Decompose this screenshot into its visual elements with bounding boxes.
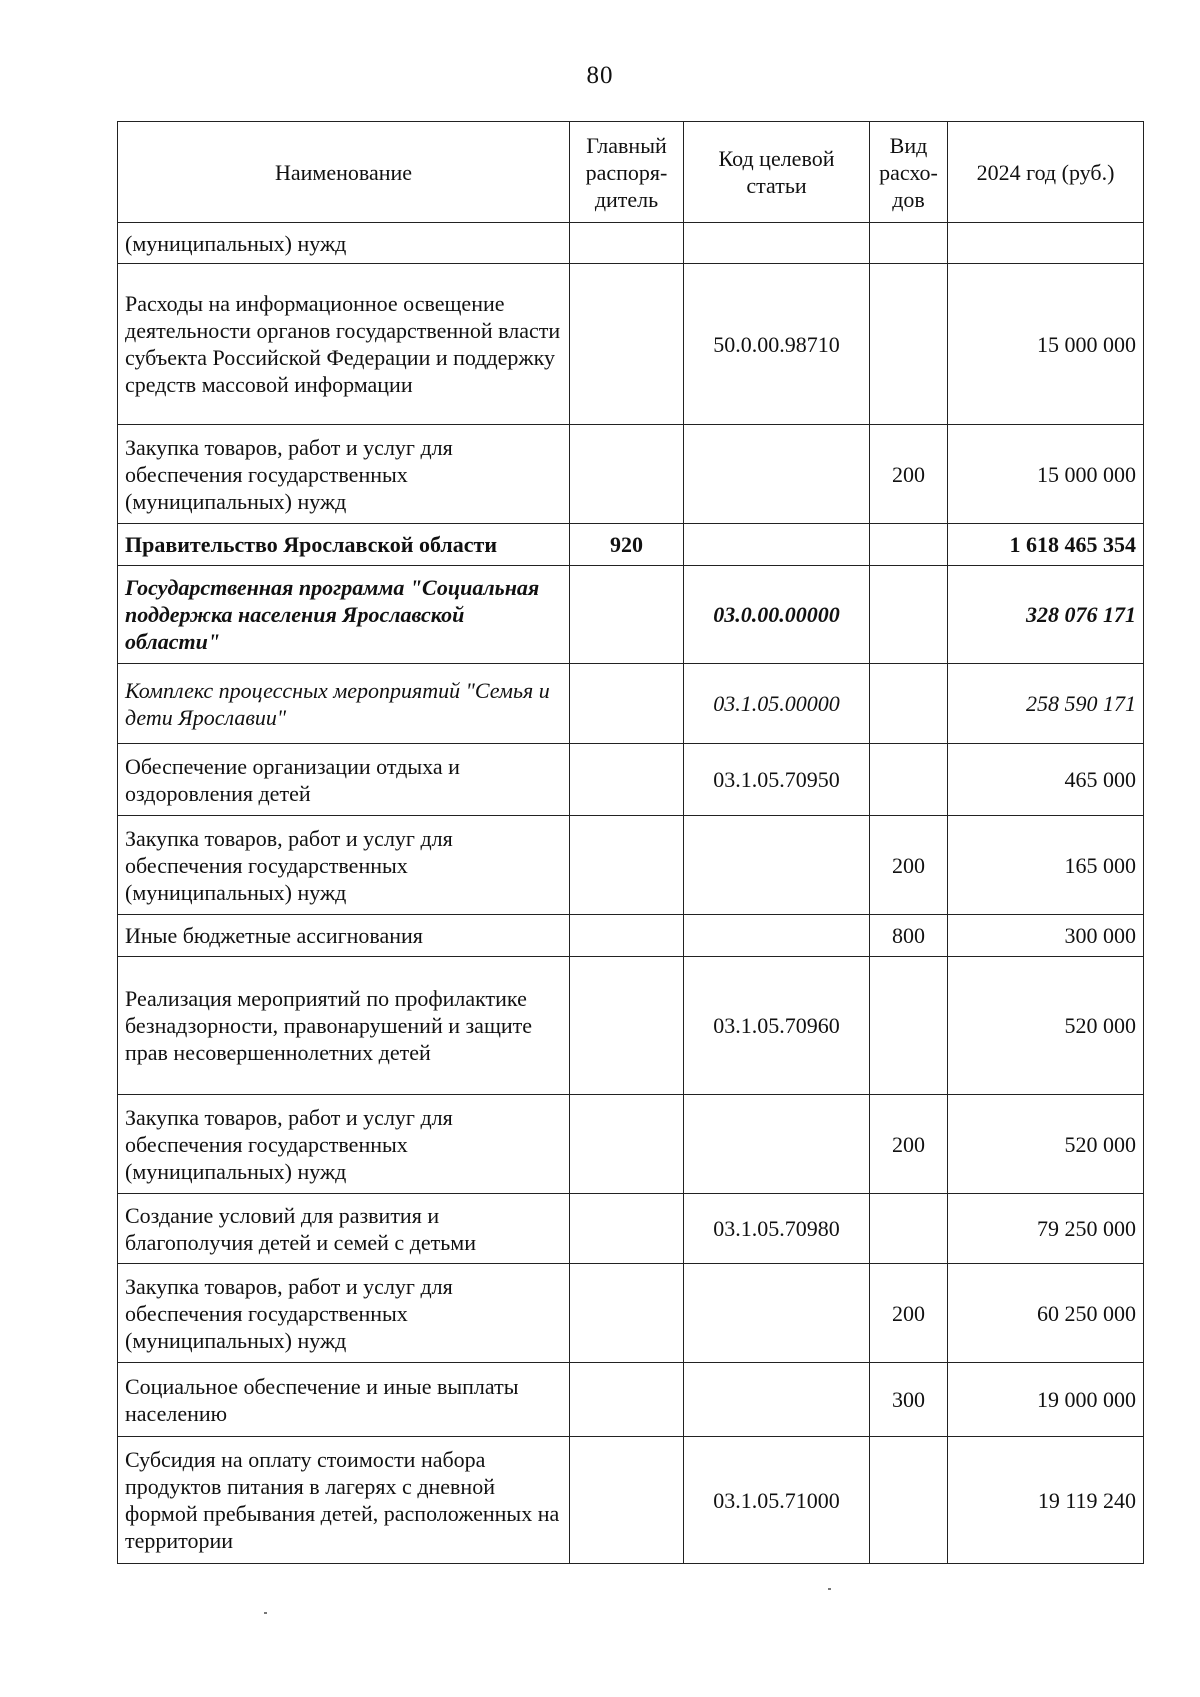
cell-name: Социальное обеспечение и иные выплаты населению	[118, 1363, 570, 1437]
cell-vid	[870, 223, 948, 264]
table-row	[118, 264, 1144, 425]
table-row	[118, 744, 1144, 816]
cell-code: 03.1.05.71000	[684, 1437, 870, 1564]
table-row	[118, 1437, 1144, 1564]
cell-vid	[870, 1437, 948, 1564]
cell-vid	[870, 744, 948, 816]
header-vid: Вид расхо-дов	[870, 122, 948, 223]
cell-vid	[870, 524, 948, 566]
cell-grbs	[570, 816, 684, 915]
cell-name: Субсидия на оплату стоимости набора продуктов питания в лагерях с дневной формой пребывания детей, расположенных на территории	[118, 1437, 570, 1564]
cell-code	[684, 223, 870, 264]
page-number: 80	[586, 62, 614, 89]
cell-grbs: 920	[570, 524, 684, 566]
cell-grbs	[570, 1194, 684, 1264]
cell-code	[684, 1363, 870, 1437]
table-row	[118, 1095, 1144, 1194]
cell-grbs	[570, 566, 684, 664]
cell-sum: 520 000	[948, 957, 1144, 1095]
cell-name: Государственная программа "Социальная поддержка населения Ярославской области"	[118, 566, 570, 664]
cell-sum: 15 000 000	[948, 425, 1144, 524]
cell-name: Обеспечение организации отдыха и оздоровления детей	[118, 744, 570, 816]
cell-sum: 300 000	[948, 915, 1144, 957]
cell-code	[684, 425, 870, 524]
cell-code: 03.1.05.70980	[684, 1194, 870, 1264]
cell-vid: 200	[870, 1095, 948, 1194]
cell-vid	[870, 664, 948, 744]
table-row	[118, 524, 1144, 566]
cell-sum: 1 618 465 354	[948, 524, 1144, 566]
cell-sum: 328 076 171	[948, 566, 1144, 664]
cell-code: 03.0.00.00000	[684, 566, 870, 664]
cell-sum	[948, 223, 1144, 264]
cell-vid: 200	[870, 1264, 948, 1363]
cell-sum: 19 000 000	[948, 1363, 1144, 1437]
table-row	[118, 915, 1144, 957]
cell-sum: 465 000	[948, 744, 1144, 816]
cell-sum: 60 250 000	[948, 1264, 1144, 1363]
cell-code	[684, 915, 870, 957]
cell-code: 03.1.05.70950	[684, 744, 870, 816]
cell-sum: 258 590 171	[948, 664, 1144, 744]
cell-name: Создание условий для развития и благополучия детей и семей с детьми	[118, 1194, 570, 1264]
cell-code	[684, 816, 870, 915]
cell-grbs	[570, 1437, 684, 1564]
cell-code: 03.1.05.00000	[684, 664, 870, 744]
cell-sum: 19 119 240	[948, 1437, 1144, 1564]
cell-grbs	[570, 1363, 684, 1437]
header-name: Наименование	[118, 122, 570, 223]
header-code: Код целевой статьи	[684, 122, 870, 223]
cell-name: (муниципальных) нужд	[118, 223, 570, 264]
cell-code	[684, 1264, 870, 1363]
cell-vid	[870, 1194, 948, 1264]
scan-speck	[264, 1612, 267, 1614]
cell-grbs	[570, 1095, 684, 1194]
cell-vid: 300	[870, 1363, 948, 1437]
cell-vid	[870, 957, 948, 1095]
table-row	[118, 816, 1144, 915]
cell-code: 50.0.00.98710	[684, 264, 870, 425]
table-row	[118, 664, 1144, 744]
table-row	[118, 566, 1144, 664]
table-header-row	[118, 122, 1144, 223]
header-sum: 2024 год (руб.)	[948, 122, 1144, 223]
budget-table	[117, 121, 1144, 1564]
cell-name: Закупка товаров, работ и услуг для обеспечения государственных (муниципальных) нужд	[118, 425, 570, 524]
cell-vid: 800	[870, 915, 948, 957]
table-row	[118, 1264, 1144, 1363]
cell-grbs	[570, 1264, 684, 1363]
cell-vid: 200	[870, 816, 948, 915]
cell-grbs	[570, 744, 684, 816]
table-row	[118, 957, 1144, 1095]
cell-name: Реализация мероприятий по профилактике безнадзорности, правонарушений и защите прав несовершеннолетних детей	[118, 957, 570, 1095]
cell-sum: 79 250 000	[948, 1194, 1144, 1264]
cell-code: 03.1.05.70960	[684, 957, 870, 1095]
cell-vid	[870, 264, 948, 425]
scan-speck	[828, 1588, 831, 1590]
table-body	[118, 223, 1144, 1564]
cell-grbs	[570, 915, 684, 957]
cell-sum: 165 000	[948, 816, 1144, 915]
cell-name: Иные бюджетные ассигнования	[118, 915, 570, 957]
cell-name: Закупка товаров, работ и услуг для обеспечения государственных (муниципальных) нужд	[118, 1095, 570, 1194]
cell-code	[684, 1095, 870, 1194]
table-row	[118, 1363, 1144, 1437]
cell-grbs	[570, 223, 684, 264]
cell-name: Комплекс процессных мероприятий "Семья и дети Ярославии"	[118, 664, 570, 744]
cell-grbs	[570, 264, 684, 425]
cell-sum: 15 000 000	[948, 264, 1144, 425]
cell-sum: 520 000	[948, 1095, 1144, 1194]
table-row	[118, 223, 1144, 264]
cell-vid	[870, 566, 948, 664]
cell-name: Правительство Ярославской области	[118, 524, 570, 566]
cell-name: Закупка товаров, работ и услуг для обеспечения государственных (муниципальных) нужд	[118, 1264, 570, 1363]
cell-code	[684, 524, 870, 566]
cell-name: Закупка товаров, работ и услуг для обеспечения государственных (муниципальных) нужд	[118, 816, 570, 915]
cell-grbs	[570, 957, 684, 1095]
cell-name: Расходы на информационное освещение деятельности органов государственной власти субъекта Российской Федерации и поддержку средств массовой информации	[118, 264, 570, 425]
cell-vid: 200	[870, 425, 948, 524]
header-grbs: Главный распоря-дитель	[570, 122, 684, 223]
cell-grbs	[570, 664, 684, 744]
cell-grbs	[570, 425, 684, 524]
table-row	[118, 1194, 1144, 1264]
table-row	[118, 425, 1144, 524]
